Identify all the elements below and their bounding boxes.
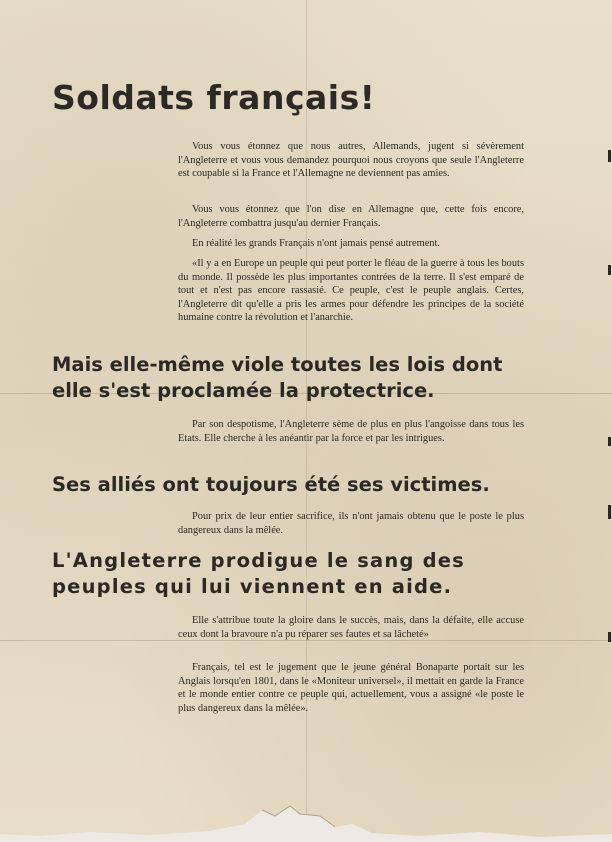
edge-mark [608, 632, 611, 642]
section-heading: Ses alliés ont toujours été ses victimes. [52, 473, 490, 496]
body-paragraph: Français, tel est le jugement que le jeune général Bonaparte portait sur les Anglais lorsqu'en 1801, dans le «Moniteur universel», il mettait en garde la France et le monde entier contre ce peuple qui, actuellement, vous a assigné «le poste le plus dangereux dans la mêlée». [178, 662, 524, 714]
torn-bottom-edge [0, 752, 612, 842]
page-title: Soldats français! [52, 78, 376, 117]
section-heading: Mais elle-même viole toutes les lois dont elle s'est proclamée la protectrice. [52, 353, 503, 402]
body-paragraph: Vous vous étonnez que nous autres, Allemands, jugent si sévèrement l'Angleterre et vous vous demandez pourquoi nous croyons que seule l'Angleterre est coupable si la France et l'Allemagne ne deviennent pas amies. [178, 141, 524, 180]
edge-mark [608, 150, 611, 162]
edge-mark [608, 505, 611, 519]
body-paragraph: Vous vous étonnez que l'on dise en Allemagne que, cette fois encore, l'Angleterre combattra jusqu'au dernier Français. [178, 204, 524, 229]
edge-mark [608, 437, 611, 446]
quotation-paragraph: «Il y a en Europe un peuple qui peut porter le fléau de la guerre à tous les bouts du monde. Il possède les plus importantes contrées de la terre. Il s'est emparé de tout et n'est pas encore rassasié. Ce peuple, c'est le peuple anglais. Certes, l'Angleterre dit qu'elle a pris les armes pour défendre les principes de la société humaine contre la révolution et l'anarchie. [178, 258, 524, 324]
body-paragraph: En réalité les grands Français n'ont jamais pensé autrement. [192, 238, 440, 249]
body-paragraph: Par son despotisme, l'Angleterre sème de plus en plus l'angoisse dans tous les Etats. Elle cherche à les anéantir par la force et par les intrigues. [178, 419, 524, 444]
edge-mark [608, 265, 611, 275]
body-paragraph: Pour prix de leur entier sacrifice, ils n'ont jamais obtenu que le poste le plus dangereux dans la mêlée. [178, 511, 524, 536]
body-paragraph: Elle s'attribue toute la gloire dans le succès, mais, dans la défaite, elle accuse ceux dont la bravoure n'a pu réparer ses fautes et sa lâcheté» [178, 615, 524, 640]
section-heading: L'Angleterre prodigue le sang des peuples qui lui viennent en aide. [52, 549, 465, 598]
